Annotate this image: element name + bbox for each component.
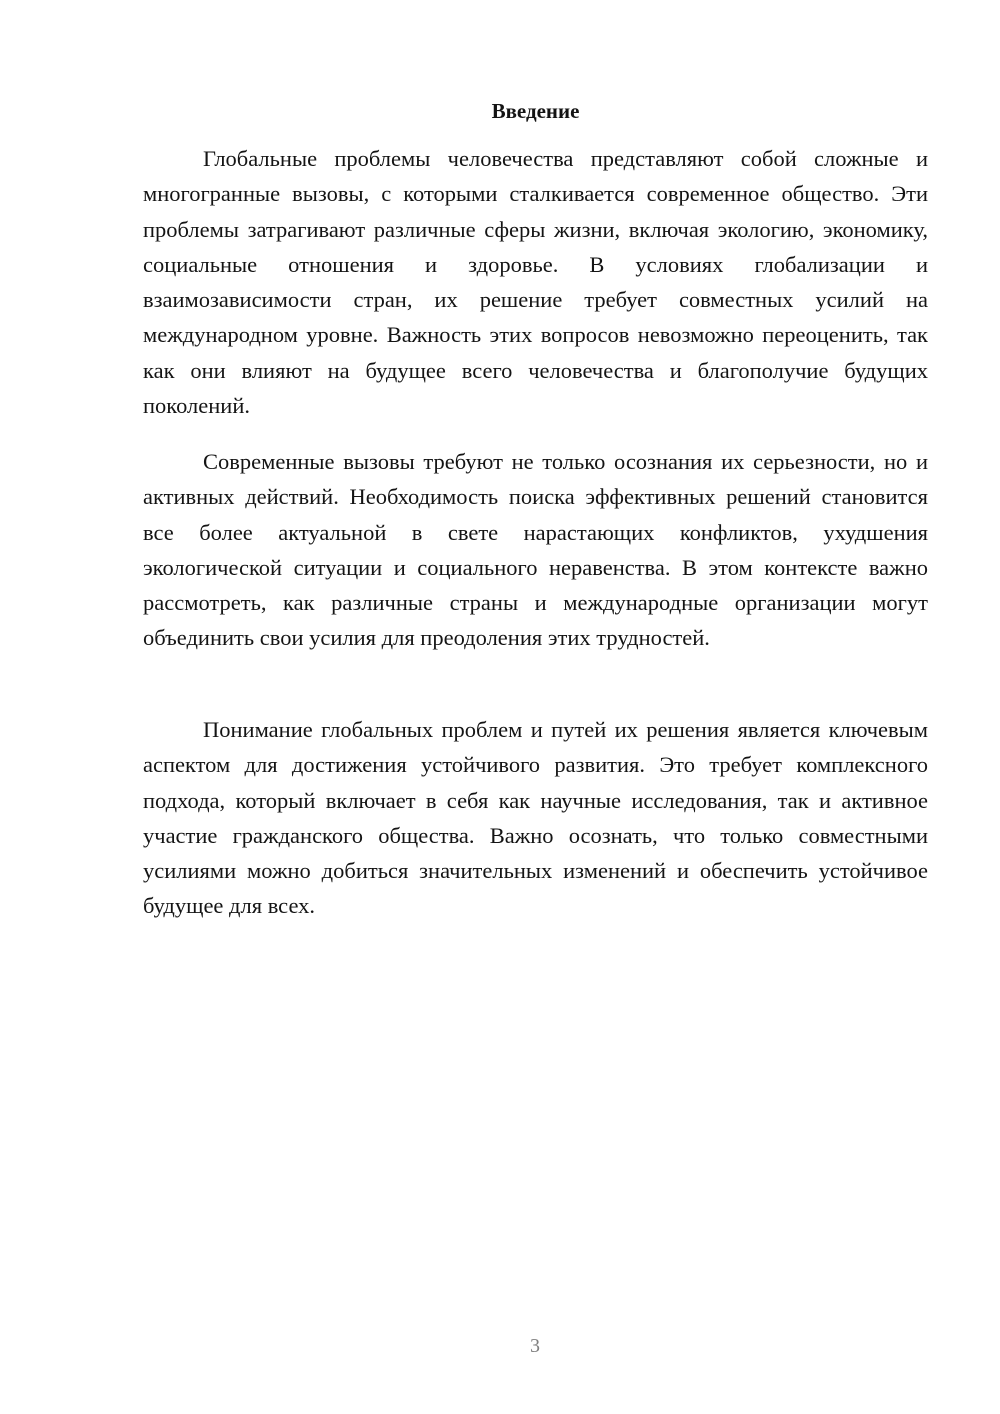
paragraph-3: Понимание глобальных проблем и путей их решения является ключевым аспектом для достижения устойчивого развития. Это требует комплексного подхода, который включает в себя как научные исследования, так и активное участие гражданского общества. Важно осознать, что только совместными усилиями можно добиться значительных изменений и обеспечить устойчивое будущее для всех. <box>143 717 928 919</box>
paragraph-2: Современные вызовы требуют не только осознания их серьезности, но и активных действий. Необходимость поиска эффективных решений становится все более актуальной в свете нарастающих конфликтов, ухудшения экологической ситуации и социального неравенства. В этом контексте важно рассмотреть, как различные страны и международные организации могут объединить свои усилия для преодоления этих трудностей. <box>143 449 928 651</box>
section-title: Введение <box>491 99 580 123</box>
paragraph-1: Глобальные проблемы человечества представляют собой сложные и многогранные вызовы, с которыми сталкивается современное общество. Эти проблемы затрагивают различные сферы жизни, включая экологию, экономику, социальные отношения и здоровье. В условиях глобализации и взаимозависимости стран, их решение требует совместных усилий на международном уровне. Важность этих вопросов невозможно переоценить, так как они влияют на будущее всего человечества и благополучие будущих поколений. <box>143 146 928 419</box>
page-number: 3 <box>530 1335 540 1357</box>
